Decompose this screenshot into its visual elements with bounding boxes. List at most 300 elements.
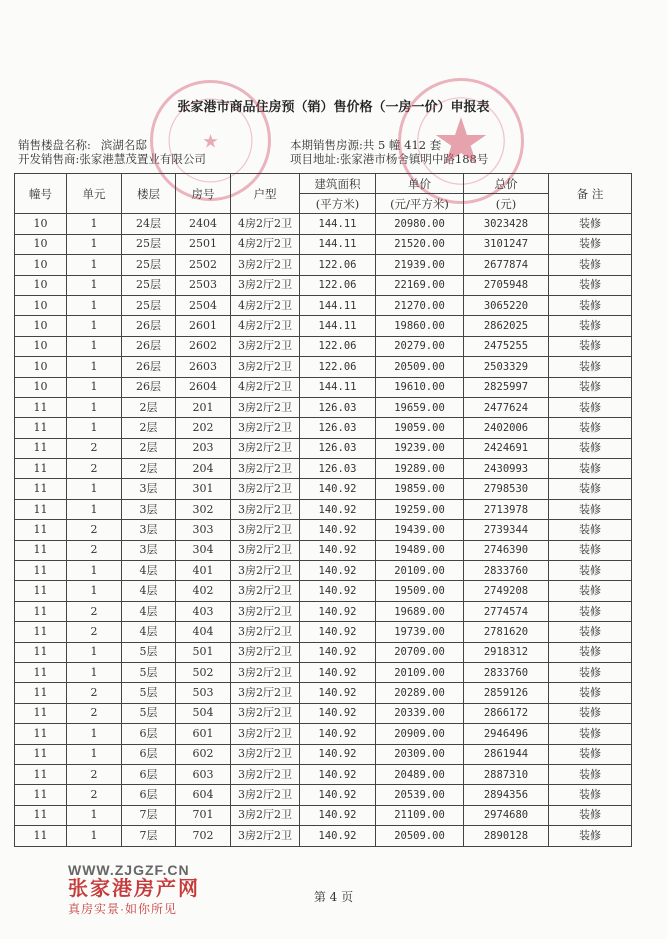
cell-room: 2501 bbox=[176, 234, 231, 254]
cell-layout: 3房2厅2卫 bbox=[231, 255, 300, 275]
cell-room: 2503 bbox=[176, 275, 231, 295]
table-row bbox=[15, 255, 632, 275]
table-row bbox=[15, 622, 632, 642]
cell-room: 402 bbox=[176, 581, 231, 601]
cell-remark: 装修 bbox=[549, 662, 632, 682]
cell-floor: 6层 bbox=[122, 744, 176, 764]
cell-layout: 3房2厅2卫 bbox=[231, 744, 300, 764]
cell-total: 2705948 bbox=[464, 275, 549, 295]
cell-remark: 装修 bbox=[549, 397, 632, 417]
cell-unit: 2 bbox=[67, 540, 122, 560]
cell-room: 404 bbox=[176, 622, 231, 642]
cell-total: 2402006 bbox=[464, 418, 549, 438]
cell-building: 11 bbox=[15, 662, 67, 682]
watermark-name: 张家港房产网 bbox=[68, 878, 200, 900]
cell-remark: 装修 bbox=[549, 499, 632, 519]
cell-room: 302 bbox=[176, 499, 231, 519]
cell-unit: 2 bbox=[67, 601, 122, 621]
cell-building: 11 bbox=[15, 642, 67, 662]
cell-total: 2477624 bbox=[464, 397, 549, 417]
table-row bbox=[15, 438, 632, 458]
cell-unit: 1 bbox=[67, 357, 122, 377]
cell-unit: 1 bbox=[67, 561, 122, 581]
cell-unit: 1 bbox=[67, 214, 122, 234]
cell-area: 140.92 bbox=[300, 764, 376, 784]
cell-total: 2825997 bbox=[464, 377, 549, 397]
cell-remark: 装修 bbox=[549, 724, 632, 744]
cell-floor: 26层 bbox=[122, 336, 176, 356]
cell-total: 2887310 bbox=[464, 764, 549, 784]
cell-building: 10 bbox=[15, 275, 67, 295]
cell-floor: 25层 bbox=[122, 275, 176, 295]
table-row bbox=[15, 805, 632, 825]
cell-layout: 3房2厅2卫 bbox=[231, 275, 300, 295]
cell-area: 140.92 bbox=[300, 826, 376, 846]
project-name-value: 滨湖名邸 bbox=[100, 138, 147, 152]
cell-price: 19610.00 bbox=[376, 377, 464, 397]
cell-floor: 4层 bbox=[122, 561, 176, 581]
cell-layout: 3房2厅2卫 bbox=[231, 703, 300, 723]
cell-building: 11 bbox=[15, 581, 67, 601]
cell-remark: 装修 bbox=[549, 459, 632, 479]
table-row bbox=[15, 662, 632, 682]
cell-remark: 装修 bbox=[549, 295, 632, 315]
table-row bbox=[15, 744, 632, 764]
cell-price: 19860.00 bbox=[376, 316, 464, 336]
cell-building: 11 bbox=[15, 520, 67, 540]
cell-price: 20279.00 bbox=[376, 336, 464, 356]
cell-area: 140.92 bbox=[300, 581, 376, 601]
cell-building: 10 bbox=[15, 316, 67, 336]
cell-floor: 26层 bbox=[122, 357, 176, 377]
cell-area: 144.11 bbox=[300, 295, 376, 315]
cell-building: 11 bbox=[15, 397, 67, 417]
cell-remark: 装修 bbox=[549, 642, 632, 662]
cell-price: 19239.00 bbox=[376, 438, 464, 458]
cell-floor: 26层 bbox=[122, 377, 176, 397]
cell-floor: 2层 bbox=[122, 397, 176, 417]
cell-building: 11 bbox=[15, 540, 67, 560]
table-row bbox=[15, 499, 632, 519]
cell-remark: 装修 bbox=[549, 764, 632, 784]
page-number: 第 4 页 bbox=[313, 890, 354, 904]
cell-layout: 3房2厅2卫 bbox=[231, 397, 300, 417]
cell-total: 2974680 bbox=[464, 805, 549, 825]
cell-area: 140.92 bbox=[300, 601, 376, 621]
col-total-unit: (元) bbox=[464, 194, 549, 214]
cell-layout: 3房2厅2卫 bbox=[231, 561, 300, 581]
cell-floor: 6层 bbox=[122, 724, 176, 744]
svg-text:★: ★ bbox=[202, 131, 219, 153]
cell-price: 19509.00 bbox=[376, 581, 464, 601]
cell-remark: 装修 bbox=[549, 601, 632, 621]
cell-remark: 装修 bbox=[549, 703, 632, 723]
cell-remark: 装修 bbox=[549, 214, 632, 234]
cell-total: 2866172 bbox=[464, 703, 549, 723]
cell-unit: 2 bbox=[67, 683, 122, 703]
cell-unit: 1 bbox=[67, 805, 122, 825]
cell-floor: 5层 bbox=[122, 662, 176, 682]
col-floor: 楼层 bbox=[122, 174, 176, 214]
cell-unit: 1 bbox=[67, 275, 122, 295]
col-remark: 备 注 bbox=[549, 174, 632, 214]
col-price: 单价 bbox=[376, 174, 464, 194]
cell-unit: 2 bbox=[67, 785, 122, 805]
cell-price: 22169.00 bbox=[376, 275, 464, 295]
cell-layout: 3房2厅2卫 bbox=[231, 805, 300, 825]
cell-floor: 6层 bbox=[122, 785, 176, 805]
cell-layout: 3房2厅2卫 bbox=[231, 540, 300, 560]
cell-floor: 4层 bbox=[122, 622, 176, 642]
cell-total: 2430993 bbox=[464, 459, 549, 479]
cell-room: 502 bbox=[176, 662, 231, 682]
cell-unit: 1 bbox=[67, 316, 122, 336]
cell-floor: 5层 bbox=[122, 642, 176, 662]
cell-total: 3023428 bbox=[464, 214, 549, 234]
project-name-label: 销售楼盘名称: bbox=[18, 138, 91, 152]
cell-price: 20509.00 bbox=[376, 357, 464, 377]
table-header-row bbox=[15, 174, 632, 194]
cell-price: 21109.00 bbox=[376, 805, 464, 825]
cell-unit: 1 bbox=[67, 397, 122, 417]
cell-room: 301 bbox=[176, 479, 231, 499]
cell-floor: 5层 bbox=[122, 683, 176, 703]
cell-unit: 2 bbox=[67, 622, 122, 642]
table-row bbox=[15, 316, 632, 336]
cell-remark: 装修 bbox=[549, 316, 632, 336]
cell-floor: 2层 bbox=[122, 438, 176, 458]
cell-price: 19739.00 bbox=[376, 622, 464, 642]
cell-area: 140.92 bbox=[300, 805, 376, 825]
cell-building: 11 bbox=[15, 724, 67, 744]
cell-area: 126.03 bbox=[300, 438, 376, 458]
cell-building: 10 bbox=[15, 214, 67, 234]
cell-floor: 3层 bbox=[122, 479, 176, 499]
cell-floor: 26层 bbox=[122, 316, 176, 336]
cell-unit: 2 bbox=[67, 520, 122, 540]
cell-price: 20980.00 bbox=[376, 214, 464, 234]
cell-unit: 1 bbox=[67, 724, 122, 744]
cell-remark: 装修 bbox=[549, 275, 632, 295]
cell-remark: 装修 bbox=[549, 336, 632, 356]
cell-room: 604 bbox=[176, 785, 231, 805]
table-row bbox=[15, 377, 632, 397]
table-row bbox=[15, 397, 632, 417]
cell-building: 10 bbox=[15, 357, 67, 377]
table-row bbox=[15, 418, 632, 438]
table-row bbox=[15, 581, 632, 601]
cell-building: 11 bbox=[15, 683, 67, 703]
cell-area: 144.11 bbox=[300, 377, 376, 397]
cell-total: 2774574 bbox=[464, 601, 549, 621]
cell-total: 2746390 bbox=[464, 540, 549, 560]
cell-remark: 装修 bbox=[549, 540, 632, 560]
table-row bbox=[15, 724, 632, 744]
cell-floor: 7层 bbox=[122, 805, 176, 825]
cell-area: 144.11 bbox=[300, 234, 376, 254]
table-row bbox=[15, 683, 632, 703]
cell-layout: 3房2厅2卫 bbox=[231, 418, 300, 438]
cell-area: 140.92 bbox=[300, 724, 376, 744]
cell-room: 304 bbox=[176, 540, 231, 560]
cell-area: 122.06 bbox=[300, 275, 376, 295]
col-layout: 户型 bbox=[231, 174, 300, 214]
cell-layout: 4房2厅2卫 bbox=[231, 234, 300, 254]
cell-building: 11 bbox=[15, 459, 67, 479]
cell-price: 19859.00 bbox=[376, 479, 464, 499]
cell-layout: 3房2厅2卫 bbox=[231, 438, 300, 458]
cell-price: 20309.00 bbox=[376, 744, 464, 764]
cell-area: 140.92 bbox=[300, 785, 376, 805]
cell-price: 21270.00 bbox=[376, 295, 464, 315]
cell-remark: 装修 bbox=[549, 744, 632, 764]
cell-unit: 1 bbox=[67, 642, 122, 662]
cell-floor: 4层 bbox=[122, 581, 176, 601]
cell-unit: 1 bbox=[67, 418, 122, 438]
table-row bbox=[15, 459, 632, 479]
cell-price: 19689.00 bbox=[376, 601, 464, 621]
cell-room: 2601 bbox=[176, 316, 231, 336]
cell-total: 2918312 bbox=[464, 642, 549, 662]
cell-building: 11 bbox=[15, 479, 67, 499]
supply-value: 共 5 幢 412 套 bbox=[362, 138, 442, 152]
table-row bbox=[15, 295, 632, 315]
cell-price: 20489.00 bbox=[376, 764, 464, 784]
cell-layout: 3房2厅2卫 bbox=[231, 336, 300, 356]
cell-floor: 3层 bbox=[122, 520, 176, 540]
cell-total: 3065220 bbox=[464, 295, 549, 315]
cell-layout: 3房2厅2卫 bbox=[231, 622, 300, 642]
cell-building: 11 bbox=[15, 744, 67, 764]
cell-price: 19289.00 bbox=[376, 459, 464, 479]
cell-building: 10 bbox=[15, 336, 67, 356]
cell-floor: 4层 bbox=[122, 601, 176, 621]
cell-room: 303 bbox=[176, 520, 231, 540]
cell-total: 2833760 bbox=[464, 662, 549, 682]
cell-price: 19659.00 bbox=[376, 397, 464, 417]
cell-total: 2713978 bbox=[464, 499, 549, 519]
cell-floor: 25层 bbox=[122, 255, 176, 275]
watermark-slogan: 真房实景·如你所见 bbox=[68, 902, 177, 916]
table-row bbox=[15, 479, 632, 499]
cell-room: 201 bbox=[176, 397, 231, 417]
address-value: 张家港市杨舍镇明中路188号 bbox=[339, 152, 489, 166]
cell-area: 126.03 bbox=[300, 459, 376, 479]
cell-room: 2504 bbox=[176, 295, 231, 315]
cell-floor: 2层 bbox=[122, 418, 176, 438]
table-row bbox=[15, 520, 632, 540]
cell-room: 501 bbox=[176, 642, 231, 662]
cell-building: 11 bbox=[15, 418, 67, 438]
cell-remark: 装修 bbox=[549, 826, 632, 846]
cell-room: 601 bbox=[176, 724, 231, 744]
developer-label: 开发销售商: bbox=[18, 152, 80, 166]
cell-building: 11 bbox=[15, 438, 67, 458]
table-body bbox=[15, 214, 632, 846]
cell-unit: 1 bbox=[67, 295, 122, 315]
cell-price: 21939.00 bbox=[376, 255, 464, 275]
cell-unit: 1 bbox=[67, 499, 122, 519]
cell-building: 11 bbox=[15, 561, 67, 581]
cell-building: 11 bbox=[15, 499, 67, 519]
cell-building: 10 bbox=[15, 234, 67, 254]
table-row bbox=[15, 703, 632, 723]
cell-total: 2739344 bbox=[464, 520, 549, 540]
col-total: 总价 bbox=[464, 174, 549, 194]
cell-building: 11 bbox=[15, 601, 67, 621]
cell-remark: 装修 bbox=[549, 805, 632, 825]
cell-building: 11 bbox=[15, 785, 67, 805]
cell-floor: 2层 bbox=[122, 459, 176, 479]
watermark-url: WWW.ZJGZF.CN bbox=[68, 862, 190, 878]
cell-unit: 1 bbox=[67, 744, 122, 764]
cell-area: 140.92 bbox=[300, 744, 376, 764]
cell-room: 2604 bbox=[176, 377, 231, 397]
cell-remark: 装修 bbox=[549, 622, 632, 642]
table-row bbox=[15, 540, 632, 560]
cell-unit: 1 bbox=[67, 255, 122, 275]
table-row bbox=[15, 764, 632, 784]
table-row bbox=[15, 214, 632, 234]
cell-building: 10 bbox=[15, 255, 67, 275]
cell-layout: 3房2厅2卫 bbox=[231, 764, 300, 784]
cell-total: 2890128 bbox=[464, 826, 549, 846]
cell-layout: 3房2厅2卫 bbox=[231, 479, 300, 499]
cell-unit: 2 bbox=[67, 703, 122, 723]
cell-remark: 装修 bbox=[549, 785, 632, 805]
cell-layout: 4房2厅2卫 bbox=[231, 377, 300, 397]
cell-room: 202 bbox=[176, 418, 231, 438]
table-row bbox=[15, 275, 632, 295]
cell-area: 140.92 bbox=[300, 540, 376, 560]
cell-room: 2404 bbox=[176, 214, 231, 234]
price-table bbox=[14, 173, 632, 847]
cell-area: 122.06 bbox=[300, 336, 376, 356]
cell-price: 19489.00 bbox=[376, 540, 464, 560]
cell-price: 20339.00 bbox=[376, 703, 464, 723]
cell-total: 2894356 bbox=[464, 785, 549, 805]
cell-room: 204 bbox=[176, 459, 231, 479]
cell-remark: 装修 bbox=[549, 520, 632, 540]
cell-total: 2781620 bbox=[464, 622, 549, 642]
cell-room: 504 bbox=[176, 703, 231, 723]
cell-total: 2798530 bbox=[464, 479, 549, 499]
cell-room: 701 bbox=[176, 805, 231, 825]
cell-floor: 25层 bbox=[122, 234, 176, 254]
cell-layout: 3房2厅2卫 bbox=[231, 581, 300, 601]
col-area: 建筑面积 bbox=[300, 174, 376, 194]
cell-remark: 装修 bbox=[549, 438, 632, 458]
cell-layout: 3房2厅2卫 bbox=[231, 459, 300, 479]
cell-total: 2424691 bbox=[464, 438, 549, 458]
cell-area: 140.92 bbox=[300, 499, 376, 519]
cell-layout: 3房2厅2卫 bbox=[231, 826, 300, 846]
cell-total: 2677874 bbox=[464, 255, 549, 275]
cell-room: 702 bbox=[176, 826, 231, 846]
cell-area: 140.92 bbox=[300, 703, 376, 723]
col-building: 幢号 bbox=[15, 174, 67, 214]
cell-building: 10 bbox=[15, 295, 67, 315]
developer-value: 张家港慧茂置业有限公司 bbox=[79, 152, 206, 166]
cell-total: 2503329 bbox=[464, 357, 549, 377]
col-price-unit: (元/平方米) bbox=[376, 194, 464, 214]
cell-room: 203 bbox=[176, 438, 231, 458]
cell-price: 19259.00 bbox=[376, 499, 464, 519]
table-row bbox=[15, 336, 632, 356]
cell-floor: 6层 bbox=[122, 764, 176, 784]
cell-remark: 装修 bbox=[549, 234, 632, 254]
cell-price: 19059.00 bbox=[376, 418, 464, 438]
table-row bbox=[15, 561, 632, 581]
cell-price: 20509.00 bbox=[376, 826, 464, 846]
cell-remark: 装修 bbox=[549, 357, 632, 377]
cell-remark: 装修 bbox=[549, 255, 632, 275]
cell-price: 20109.00 bbox=[376, 662, 464, 682]
cell-layout: 4房2厅2卫 bbox=[231, 295, 300, 315]
cell-unit: 1 bbox=[67, 479, 122, 499]
supply-label: 本期销售房源: bbox=[290, 138, 363, 152]
cell-remark: 装修 bbox=[549, 561, 632, 581]
cell-total: 2749208 bbox=[464, 581, 549, 601]
cell-layout: 3房2厅2卫 bbox=[231, 601, 300, 621]
cell-total: 2859126 bbox=[464, 683, 549, 703]
cell-unit: 2 bbox=[67, 459, 122, 479]
cell-remark: 装修 bbox=[549, 683, 632, 703]
cell-layout: 3房2厅2卫 bbox=[231, 642, 300, 662]
cell-total: 3101247 bbox=[464, 234, 549, 254]
cell-unit: 1 bbox=[67, 826, 122, 846]
cell-unit: 2 bbox=[67, 764, 122, 784]
cell-unit: 1 bbox=[67, 377, 122, 397]
cell-floor: 5层 bbox=[122, 703, 176, 723]
cell-area: 140.92 bbox=[300, 520, 376, 540]
cell-price: 21520.00 bbox=[376, 234, 464, 254]
cell-area: 140.92 bbox=[300, 479, 376, 499]
cell-floor: 7层 bbox=[122, 826, 176, 846]
cell-room: 2602 bbox=[176, 336, 231, 356]
cell-layout: 4房2厅2卫 bbox=[231, 214, 300, 234]
cell-price: 20539.00 bbox=[376, 785, 464, 805]
cell-building: 11 bbox=[15, 805, 67, 825]
cell-price: 19439.00 bbox=[376, 520, 464, 540]
cell-total: 2833760 bbox=[464, 561, 549, 581]
cell-area: 144.11 bbox=[300, 214, 376, 234]
page-title: 张家港市商品住房预（销）售价格（一房一价）申报表 bbox=[177, 100, 490, 115]
cell-layout: 3房2厅2卫 bbox=[231, 683, 300, 703]
cell-room: 401 bbox=[176, 561, 231, 581]
cell-layout: 4房2厅2卫 bbox=[231, 316, 300, 336]
cell-unit: 1 bbox=[67, 581, 122, 601]
cell-unit: 2 bbox=[67, 438, 122, 458]
cell-total: 2861944 bbox=[464, 744, 549, 764]
cell-area: 122.06 bbox=[300, 255, 376, 275]
cell-unit: 1 bbox=[67, 234, 122, 254]
cell-floor: 25层 bbox=[122, 295, 176, 315]
col-unit: 单元 bbox=[67, 174, 122, 214]
cell-price: 20289.00 bbox=[376, 683, 464, 703]
cell-floor: 3层 bbox=[122, 499, 176, 519]
cell-layout: 3房2厅2卫 bbox=[231, 520, 300, 540]
cell-unit: 1 bbox=[67, 336, 122, 356]
cell-remark: 装修 bbox=[549, 377, 632, 397]
cell-layout: 3房2厅2卫 bbox=[231, 357, 300, 377]
cell-remark: 装修 bbox=[549, 418, 632, 438]
cell-building: 11 bbox=[15, 826, 67, 846]
cell-floor: 24层 bbox=[122, 214, 176, 234]
cell-building: 11 bbox=[15, 764, 67, 784]
col-area-unit: (平方米) bbox=[300, 194, 376, 214]
cell-building: 11 bbox=[15, 703, 67, 723]
